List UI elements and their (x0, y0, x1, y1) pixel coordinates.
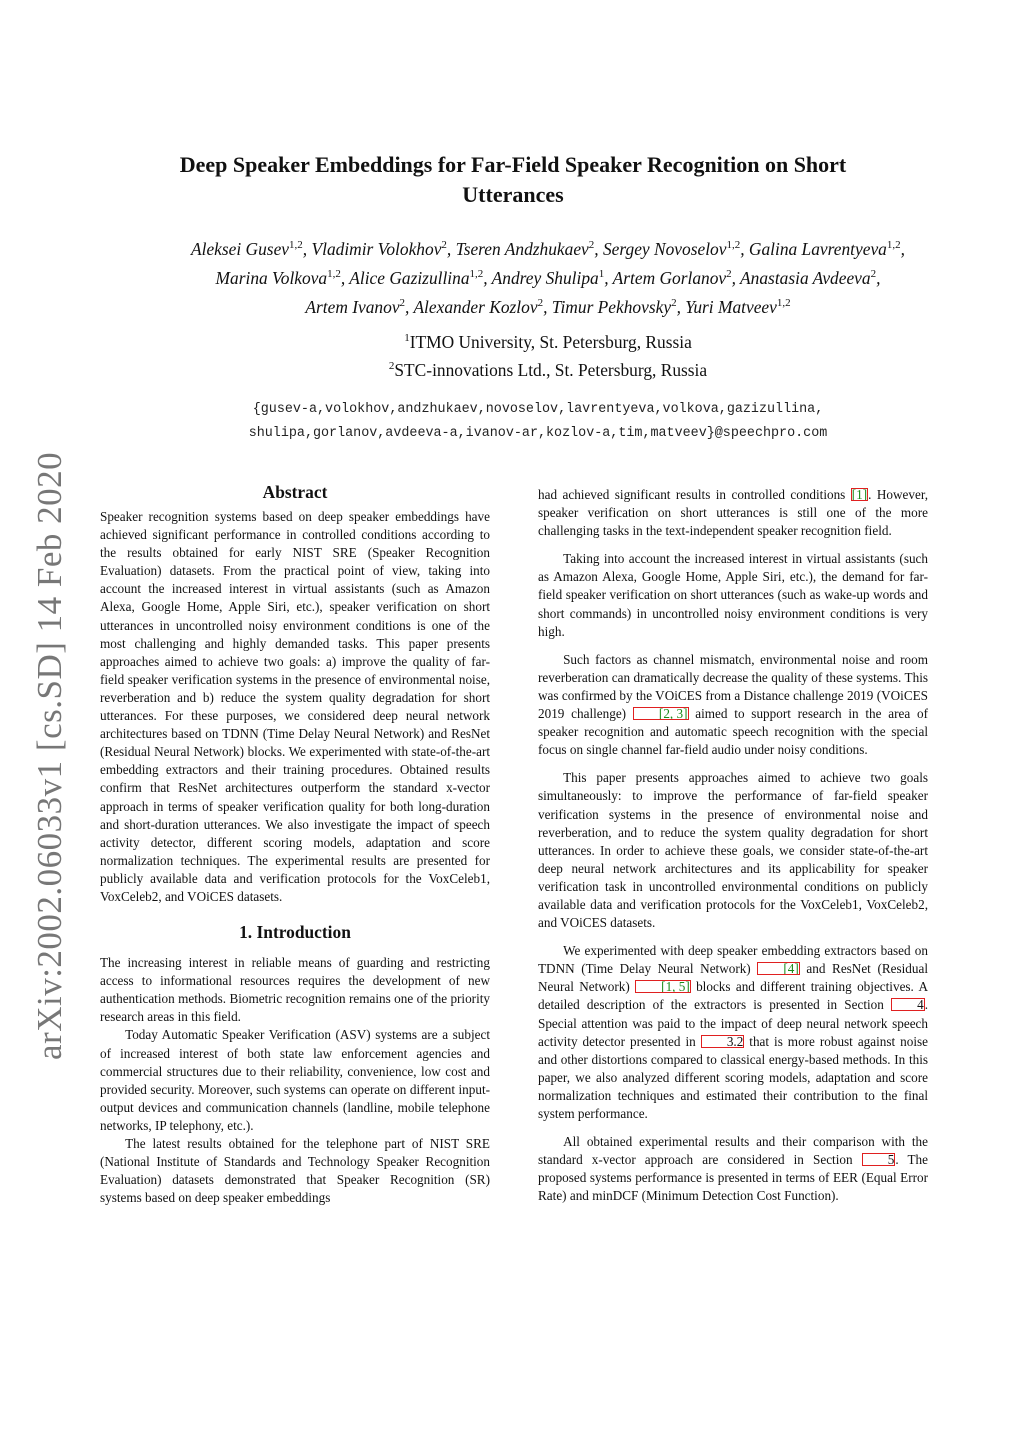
affiliation-num: 1 (404, 332, 410, 344)
section-ref-text: 3.2 (726, 1033, 744, 1049)
author-sep: , (405, 296, 414, 317)
section-ref-text: 4 (917, 997, 924, 1013)
author-name: Vladimir Volokhov (311, 238, 442, 259)
author-line-3 (96, 291, 1000, 320)
intro-paragraph-1: The increasing interest in reliable means of guarding and restricting access to informational resources requires the development of new authentication methods. Biometric recognition remains one of the priority research areas in this field. (100, 955, 490, 1025)
text-run: . Special attention was paid to the impact of deep neural network speech activity detector presented in (538, 997, 928, 1049)
author-name: Aleksei Gusev (191, 238, 290, 259)
intro-paragraph-2: Today Automatic Speaker Verification (ASV) systems are a subject of increased interest of both state law enforcement agencies and commercial structures due to their reliability, convenience, low cost and provided security. Moreover, such systems can operate on different input-output devices and communication channels (landline, mobile telephone networks, IP telephony, etc.). (100, 1027, 490, 1133)
author-affil: 1,2 (726, 239, 741, 251)
author-sep: , (740, 238, 749, 259)
arxiv-stamp: arXiv:2002.06033v1 [cs.SD] 14 Feb 2020 (30, 451, 69, 1060)
author-sep: , (340, 267, 350, 288)
affiliation-2 (100, 354, 996, 382)
author-affil: 2 (726, 267, 732, 280)
section-link[interactable] (891, 998, 925, 1011)
author-affil: 1,2 (327, 267, 341, 280)
intro-paragraph-3: The latest results obtained for the telephone part of NIST SRE (National Institute of Standards and Technology Speaker Recognition Evaluation) datasets demonstrated that Speaker Recognition (SR) systems based on deep speaker embeddings (100, 1136, 490, 1206)
author-affil: 1,2 (469, 267, 484, 280)
author-name: Timur Pekhovsky (551, 296, 672, 317)
intro-paragraph-4: Taking into account the increased interest in virtual assistants (such as Amazon Alexa, Google Home, Apple Siri, etc.), the demand for far-field speaker verification on short utterances (such as wake-up words and short commands) in uncontrolled noisy environment conditions is very high. (538, 551, 928, 639)
introduction-heading: 1. Introduction (239, 922, 351, 943)
author-name: Alexander Kozlov (413, 296, 538, 317)
section-link[interactable] (862, 1153, 896, 1166)
author-affil: 1,2 (886, 239, 901, 251)
author-name: Yuri Matveev (685, 296, 777, 317)
intro-paragraph-8 (538, 1133, 928, 1205)
intro-paragraph-7 (538, 942, 928, 1123)
text-run: All obtained experimental results and their comparison with the standard x-vector approach are considered in Section (538, 1134, 928, 1168)
abstract-heading: Abstract (262, 482, 328, 502)
citation-link[interactable] (757, 962, 799, 975)
author-sep: , (543, 296, 552, 317)
author-name: Anastasia Avdeeva (740, 267, 871, 288)
title-line-1: Deep Speaker Embeddings for Far-Field Speaker Recognition on Short (179, 152, 847, 177)
section-ref-text: 5 (887, 1152, 895, 1168)
citation-text: [1] (851, 487, 868, 502)
author-sep: , (676, 296, 686, 317)
text-run: . However, speaker verification on short utterances is still one of the more challenging tasks in the text-independent speaker recognition field. (538, 487, 928, 539)
author-sep: , (604, 267, 613, 288)
citation-link[interactable] (851, 488, 868, 501)
author-sep: , (483, 267, 492, 288)
author-line-1 (96, 233, 1000, 262)
citation-text: [1, 5] (661, 979, 690, 995)
right-column (538, 486, 928, 1205)
intro-paragraph-6: This paper presents approaches aimed to achieve two goals simultaneously: to improve the performance of far-field speaker verification systems in the presence of environmental noise and reverberation, and to reduce the system quality degradation for short utterances. In order to achieve these goals, we consider state-of-the-art deep neural network architectures and its applicability for speaker verification task in uncontrolled environmental conditions on publicly available data and verification protocols for the VoxCeleb1, VoxCeleb2, and VOiCES datasets. (538, 770, 928, 931)
intro-paragraph-5 (538, 651, 928, 760)
author-name: Tseren Andzhukaev (455, 238, 589, 259)
title-line-2: Utterances (462, 182, 564, 207)
author-affil: 2 (870, 267, 877, 280)
author-affil: 2 (588, 239, 595, 251)
section-link[interactable] (701, 1035, 745, 1048)
author-line-2 (96, 262, 1000, 291)
author-name: Marina Volkova (215, 267, 328, 288)
emails-line-1: {gusev-a,volokhov,andzhukaev,novoselov,lavrentyeva,volkova,gazizullina, (252, 402, 824, 417)
text-run: Such factors as channel mismatch, environmental noise and room reverberation can dramatically decrease the quality of these systems. This was confirmed by the VOiCES from a Distance challenge 2019 (VOiCES 2019 challenge) (538, 651, 928, 722)
author-name: Artem Gorlanov (612, 267, 727, 288)
affiliations (100, 326, 996, 382)
intro-paragraph-3-cont (538, 486, 928, 540)
author-sep: , (900, 238, 905, 259)
author-sep: , (302, 238, 312, 259)
author-name: Galina Lavrentyeva (748, 238, 887, 259)
author-list (96, 233, 1000, 319)
paper-title (100, 150, 926, 210)
text-run: blocks and different training objectives. A detailed description of the extractors is presented in Section (538, 979, 928, 1013)
author-sep: , (446, 238, 456, 259)
author-name: Andrey Shulipa (491, 267, 599, 288)
abstract-text: Speaker recognition systems based on deep speaker embeddings have achieved significant performance in controlled conditions according to the results obtained for early NIST SRE (Speaker Recognition Evaluation) datasets. From the practical point of view, taking into account the increased interest in virtual assistants (such as Amazon Alexa, Google Home, Apple Siri, etc.), speaker verification on short utterances in uncontrolled noisy environment conditions is one of the most challenging and highly demanded tasks. This paper presents approaches aimed to achieve two goals: a) improve the quality of far-field speaker verification systems in the presence of environmental noise, reverberation and b) reduce the system quality degradation for short utterances. For these purposes, we considered deep neural network architectures based on TDNN (Time Delay Neural Network) and ResNet (Residual Neural Network) blocks. We experimented with state-of-the-art embedding extractors and their training procedures. Obtained results confirm that ResNet architectures outperform the standard x-vector approach in terms of speaker verification quality for both long-duration and short-duration utterances. We also investigate the impact of speech activity detector, different scoring models, adaptation and score normalization techniques. The experimental results are presented for publicly available data and verification protocols for the VoxCeleb1, VoxCeleb2, and VOiCES datasets. (100, 509, 490, 904)
text-run: that is more robust against noise and other distortions compared to classical energy-based methods. In this paper, we also analyzed different scoring models, adaptation and score normalization techniques and estimated their contribution to the final system performance. (538, 1033, 929, 1121)
left-column (100, 480, 490, 1207)
author-name: Sergey Novoselov (602, 238, 727, 259)
text-run: aimed to support research in the area of speaker recognition and automatic speech recognition with the special focus on single channel far-field audio under noisy conditions. (538, 706, 928, 758)
affiliation-num: 2 (388, 359, 395, 372)
author-affil: 2 (441, 239, 447, 251)
author-sep: , (876, 267, 881, 288)
text-run: and ResNet (Residual Neural Network) (538, 961, 928, 995)
author-affil: 1,2 (776, 296, 791, 309)
author-affil: 1,2 (289, 239, 303, 251)
citation-text: [2, 3] (658, 706, 688, 722)
author-name: Alice Gazizullina (349, 267, 470, 288)
affiliation-text: STC-innovations Ltd., St. Petersburg, Russia (394, 359, 708, 380)
author-affil: 2 (537, 296, 544, 309)
citation-link[interactable] (633, 707, 689, 720)
text-run: . The proposed systems performance is presented in terms of EER (Equal Error Rate) and minDCF (Minimum Detection Cost Function). (538, 1152, 928, 1204)
citation-text: [4] (783, 961, 799, 977)
emails-line-2: shulipa,gorlanov,avdeeva-a,ivanov-ar,kozlov-a,tim,matveev}@speechpro.com (248, 426, 828, 441)
affiliation-1 (100, 326, 996, 354)
author-sep: , (731, 267, 741, 288)
affiliation-text: ITMO University, St. Petersburg, Russia (409, 331, 692, 352)
text-run: We experimented with deep speaker embedding extractors based on TDNN (Time Delay Neural Network) (538, 943, 928, 977)
author-emails (100, 398, 976, 446)
author-sep: , (594, 238, 603, 259)
author-affil: 2 (671, 296, 677, 309)
author-affil: 1 (598, 267, 605, 280)
citation-link[interactable] (635, 980, 691, 993)
author-name: Artem Ivanov (305, 296, 400, 317)
author-affil: 2 (399, 296, 406, 309)
text-run: had achieved significant results in controlled conditions (538, 487, 851, 502)
